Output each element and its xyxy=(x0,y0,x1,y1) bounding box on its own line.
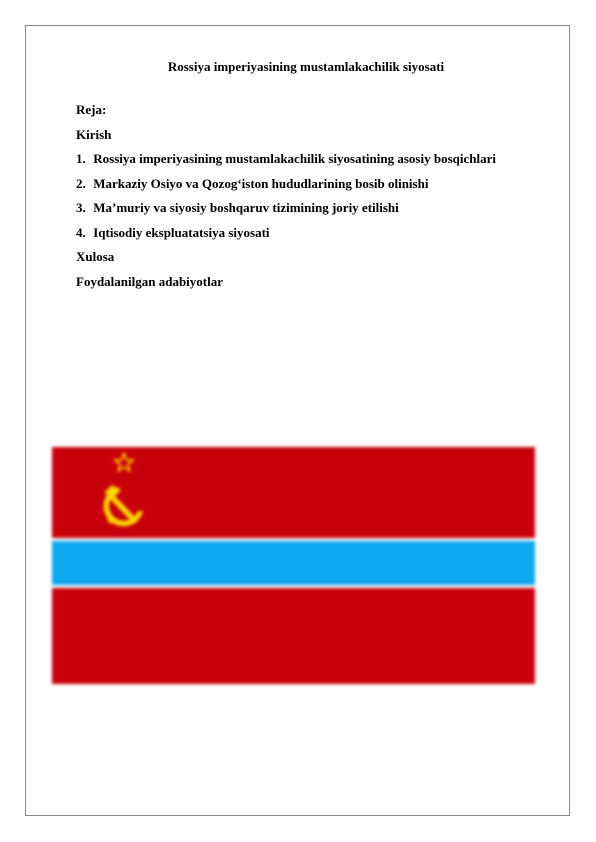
plan-heading: Reja: xyxy=(76,102,107,117)
plan-item-text: Markaziy Osiyo va Qozog‘iston hududlarining bosib olinishi xyxy=(93,175,429,191)
plan-item-number: 4. xyxy=(76,224,86,240)
plan-item-4 xyxy=(76,221,496,246)
flag-image xyxy=(52,447,535,684)
plan-item-3 xyxy=(76,196,496,221)
flag-svg xyxy=(52,447,535,684)
plan-conclusion: Xulosa xyxy=(76,249,115,264)
page-title: Rossiya imperiyasining mustamlakachilik siyosati xyxy=(167,59,445,74)
plan-item-1 xyxy=(76,147,496,172)
flag-blue-stripe xyxy=(52,541,535,585)
plan-item-text: Ma’muriy va siyosiy boshqaruv tizimining joriy etilishi xyxy=(93,200,399,215)
plan-intro: Kirish xyxy=(76,126,112,142)
flag-top-white-stripe xyxy=(52,538,535,541)
plan-item-number: 2. xyxy=(76,175,86,191)
plan-section xyxy=(76,98,496,294)
plan-item-text: Rossiya imperiyasining mustamlakachilik siyosatining asosiy bosqichlari xyxy=(93,151,496,166)
plan-item-number: 1. xyxy=(76,151,86,166)
plan-item-number: 3. xyxy=(76,200,86,215)
flag-bottom-white-stripe xyxy=(52,585,535,588)
plan-references: Foydalanilgan adabiyotlar xyxy=(76,273,223,289)
plan-item-2 xyxy=(76,172,496,197)
plan-item-text: Iqtisodiy ekspluatatsiya siyosati xyxy=(93,224,270,240)
